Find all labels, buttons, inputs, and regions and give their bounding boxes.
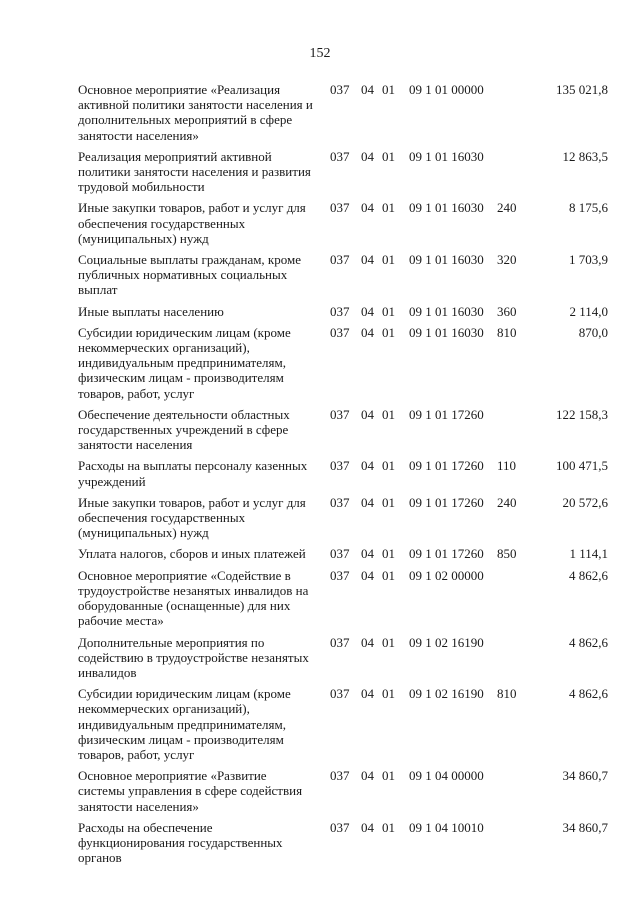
- amount: 870,0: [578, 324, 608, 340]
- grbs-code: 037: [330, 324, 350, 340]
- section-code: 04: [361, 252, 374, 268]
- grbs-code: 037: [330, 634, 350, 650]
- section-code: 04: [361, 819, 374, 835]
- grbs-code: 037: [330, 494, 350, 510]
- target-article-code: 09 1 04 00000: [409, 768, 484, 784]
- target-article-code: 09 1 01 16030: [409, 324, 484, 340]
- section-code: 04: [361, 567, 374, 583]
- table-row: [0, 458, 640, 494]
- budget-table: [0, 82, 640, 871]
- target-article-code: 09 1 01 17260: [409, 494, 484, 510]
- row-name: Субсидии юридическим лицам (кроме некоммерческих организаций), индивидуальным предпринимателям, физическим лицам - производителям товаров, работ, услуг: [78, 324, 291, 401]
- subsection-code: 01: [382, 819, 395, 835]
- amount: 4 862,6: [569, 686, 608, 702]
- section-code: 04: [361, 324, 374, 340]
- table-row: [0, 149, 640, 201]
- row-name: Основное мероприятие «Реализация активной политики занятости населения и дополнительных мероприятий в сфере занятости населения»: [78, 82, 313, 143]
- row-name: Основное мероприятие «Развитие системы управления в сфере содействия занятости населения»: [78, 768, 303, 814]
- target-article-code: 09 1 01 00000: [409, 82, 484, 97]
- row-name: Иные закупки товаров, работ и услуг для обеспечения государственных (муниципальных) нужд: [78, 200, 306, 246]
- row-name: Основное мероприятие «Содействие в трудоустройстве незанятых инвалидов на оборудованные (оснащенные) для них рабочие места»: [78, 567, 309, 629]
- section-code: 04: [361, 458, 374, 474]
- row-name: Расходы на выплаты персоналу казенных учреждений: [78, 458, 308, 489]
- amount: 2 114,0: [569, 303, 608, 319]
- table-row: [0, 304, 640, 325]
- section-code: 04: [361, 200, 374, 216]
- amount: 100 471,5: [556, 458, 608, 474]
- subsection-code: 01: [382, 686, 395, 702]
- subsection-code: 01: [382, 494, 395, 510]
- grbs-code: 037: [330, 82, 350, 97]
- table-row: [0, 820, 640, 872]
- table-row: [0, 252, 640, 304]
- section-code: 04: [361, 634, 374, 650]
- expense-type-code: 810: [497, 686, 517, 702]
- grbs-code: 037: [330, 567, 350, 583]
- amount: 1 703,9: [569, 252, 608, 268]
- amount: 4 862,6: [569, 634, 608, 650]
- target-article-code: 09 1 01 17260: [409, 546, 484, 562]
- amount: 8 175,6: [569, 200, 608, 216]
- target-article-code: 09 1 02 00000: [409, 567, 484, 583]
- amount: 4 862,6: [569, 567, 608, 583]
- target-article-code: 09 1 04 10010: [409, 819, 484, 835]
- expense-type-code: 360: [497, 303, 517, 319]
- row-name: Расходы на обеспечение функционирования государственных органов: [78, 819, 283, 866]
- row-name: Социальные выплаты гражданам, кроме публичных нормативных социальных выплат: [78, 252, 301, 298]
- table-row: [0, 546, 640, 567]
- table-row: [0, 768, 640, 820]
- target-article-code: 09 1 02 16190: [409, 634, 484, 650]
- section-code: 04: [361, 686, 374, 702]
- subsection-code: 01: [382, 200, 395, 216]
- grbs-code: 037: [330, 546, 350, 562]
- grbs-code: 037: [330, 406, 350, 422]
- table-row: [0, 495, 640, 547]
- subsection-code: 01: [382, 324, 395, 340]
- expense-type-code: 320: [497, 252, 517, 268]
- section-code: 04: [361, 303, 374, 319]
- expense-type-code: 240: [497, 494, 517, 510]
- row-name: Иные закупки товаров, работ и услуг для обеспечения государственных (муниципальных) нужд: [78, 494, 306, 541]
- subsection-code: 01: [382, 567, 395, 583]
- section-code: 04: [361, 82, 374, 97]
- subsection-code: 01: [382, 252, 395, 268]
- section-code: 04: [361, 406, 374, 422]
- table-row: [0, 407, 640, 459]
- target-article-code: 09 1 01 16030: [409, 200, 484, 216]
- table-row: [0, 200, 640, 252]
- table-row: [0, 568, 640, 635]
- grbs-code: 037: [330, 252, 350, 268]
- expense-type-code: 240: [497, 200, 517, 216]
- subsection-code: 01: [382, 303, 395, 319]
- grbs-code: 037: [330, 768, 350, 784]
- expense-type-code: 110: [497, 458, 517, 474]
- expense-type-code: 850: [497, 546, 517, 562]
- table-row: [0, 82, 640, 149]
- table-row: [0, 635, 640, 687]
- amount: 34 860,7: [562, 819, 608, 835]
- amount: 1 114,1: [569, 546, 608, 562]
- amount: 12 863,5: [562, 148, 608, 164]
- row-name: Дополнительные мероприятия по содействию в трудоустройстве незанятых инвалидов: [78, 634, 309, 680]
- grbs-code: 037: [330, 819, 350, 835]
- section-code: 04: [361, 546, 374, 562]
- subsection-code: 01: [382, 148, 395, 164]
- row-name: Уплата налогов, сборов и иных платежей: [78, 546, 306, 562]
- subsection-code: 01: [382, 458, 395, 474]
- row-name: Иные выплаты населению: [78, 303, 224, 319]
- grbs-code: 037: [330, 686, 350, 702]
- grbs-code: 037: [330, 200, 350, 216]
- subsection-code: 01: [382, 546, 395, 562]
- section-code: 04: [361, 768, 374, 784]
- expense-type-code: 810: [497, 324, 517, 340]
- target-article-code: 09 1 02 16190: [409, 686, 484, 702]
- amount: 122 158,3: [556, 406, 608, 422]
- target-article-code: 09 1 01 16030: [409, 252, 484, 268]
- grbs-code: 037: [330, 303, 350, 319]
- amount: 34 860,7: [562, 768, 608, 784]
- subsection-code: 01: [382, 406, 395, 422]
- table-row: [0, 686, 640, 768]
- subsection-code: 01: [382, 634, 395, 650]
- target-article-code: 09 1 01 16030: [409, 303, 484, 319]
- target-article-code: 09 1 01 17260: [409, 406, 484, 422]
- amount: 20 572,6: [562, 494, 608, 510]
- grbs-code: 037: [330, 458, 350, 474]
- target-article-code: 09 1 01 17260: [409, 458, 484, 474]
- table-row: [0, 325, 640, 407]
- row-name: Обеспечение деятельности областных государственных учреждений в сфере занятости населения: [78, 406, 290, 453]
- section-code: 04: [361, 494, 374, 510]
- amount: 135 021,8: [556, 82, 608, 97]
- subsection-code: 01: [382, 768, 395, 784]
- section-code: 04: [361, 148, 374, 164]
- subsection-code: 01: [382, 82, 395, 97]
- page-number: 152: [309, 46, 331, 61]
- target-article-code: 09 1 01 16030: [409, 148, 484, 164]
- grbs-code: 037: [330, 148, 350, 164]
- row-name: Субсидии юридическим лицам (кроме некоммерческих организаций), индивидуальным предпринимателям, физическим лицам - производителям товаров, работ, услуг: [78, 686, 291, 762]
- row-name: Реализация мероприятий активной политики занятости населения и развития трудовой мобильности: [78, 148, 311, 195]
